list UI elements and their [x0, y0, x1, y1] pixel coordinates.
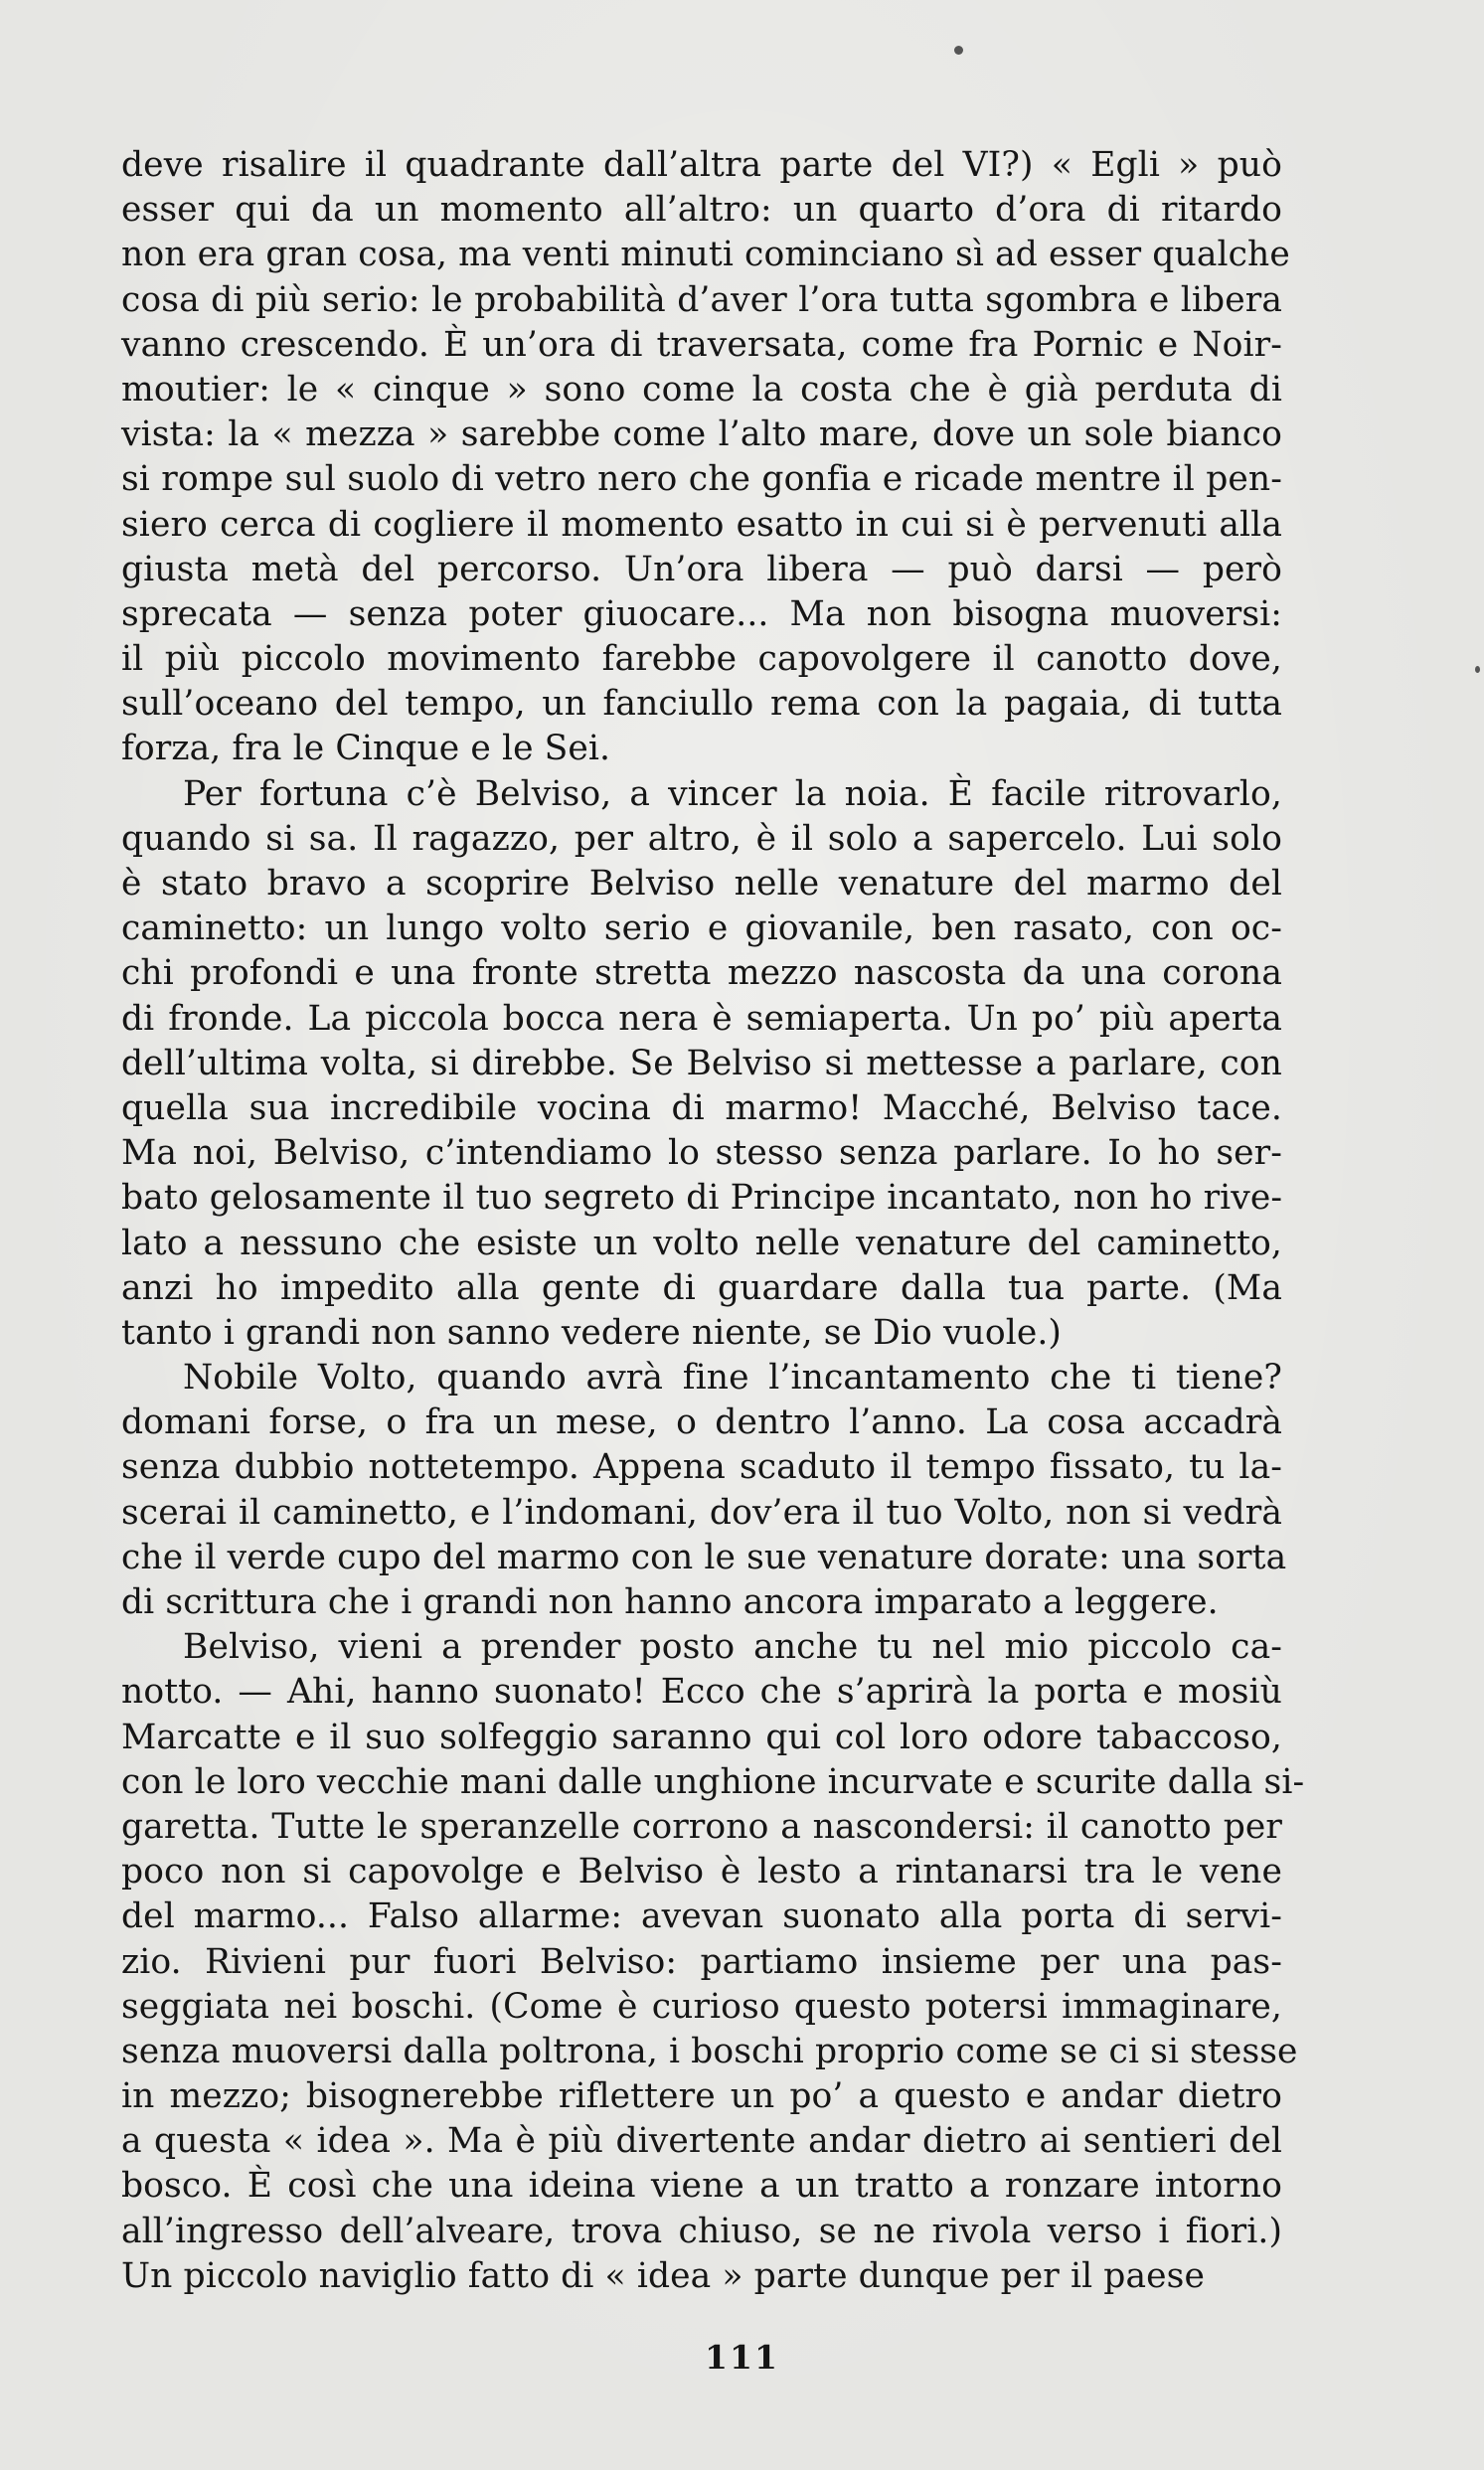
- text-line: notto. — Ahi, hanno suonato! Ecco che s’aprirà la porta e mosiù: [121, 1672, 1282, 1713]
- text-line: garetta. Tutte le speranzelle corrono a nascondersi: il canotto per: [121, 1806, 1282, 1847]
- text-line: Per fortuna c’è Belviso, a vincer la noia. È facile ritrovarlo,: [183, 773, 1282, 814]
- text-line: il più piccolo movimento farebbe capovolgere il canotto dove,: [121, 639, 1282, 680]
- text-line: quando si sa. Il ragazzo, per altro, è il solo a sapercelo. Lui solo: [121, 818, 1282, 859]
- text-line: del marmo... Falso allarme: avevan suonato alla porta di servi-: [121, 1896, 1282, 1937]
- text-line: scerai il caminetto, e l’indomani, dov’era il tuo Volto, non si vedrà: [121, 1492, 1282, 1533]
- body-text: [121, 143, 1305, 2299]
- text-line: che il verde cupo del marmo con le sue venature dorate: una sorta: [121, 1537, 1287, 1577]
- text-line: bato gelosamente il tuo segreto di Principe incantato, non ho rive-: [121, 1178, 1283, 1219]
- text-line: non era gran cosa, ma venti minuti cominciano sì ad esser qualche: [121, 235, 1290, 275]
- text-line: poco non si capovolge e Belviso è lesto a rintanarsi tra le vene: [121, 1852, 1282, 1893]
- text-line: sprecata — senza poter giuocare... Ma non bisogna muoversi:: [121, 593, 1282, 634]
- text-line: a questa « idea ». Ma è più divertente andar dietro ai sentieri del: [121, 2121, 1282, 2162]
- text-line: sull’oceano del tempo, un fanciullo rema con la pagaia, di tutta: [121, 684, 1282, 725]
- text-line: deve risalire il quadrante dall’altra parte del VI?) « Egli » può: [121, 145, 1282, 185]
- paragraph: [121, 1625, 1305, 2299]
- text-line: Nobile Volto, quando avrà fine l’incantamento che ti tiene?: [183, 1358, 1282, 1399]
- paragraph: [121, 1356, 1287, 1625]
- text-line: giusta metà del percorso. Un’ora libera — può darsi — però: [121, 549, 1282, 589]
- text-line: vanno crescendo. È un’ora di traversata, come fra Pornic e Noir-: [121, 324, 1282, 365]
- text-line: cosa di più serio: le probabilità d’aver l’ora tutta sgombra e libera: [121, 279, 1282, 320]
- text-line: Belviso, vieni a prender posto anche tu nel mio piccolo ca-: [183, 1627, 1282, 1668]
- text-line: forza, fra le Cinque e le Sei.: [121, 729, 611, 769]
- text-line: domani forse, o fra un mese, o dentro l’anno. La cosa accadrà: [121, 1402, 1282, 1443]
- text-line: quella sua incredibile vocina di marmo! Macché, Belviso tace.: [121, 1087, 1282, 1128]
- text-line: caminetto: un lungo volto serio e giovanile, ben rasato, con oc-: [121, 908, 1282, 949]
- paragraph: [121, 143, 1290, 772]
- text-line: chi profondi e una fronte stretta mezzo nascosta da una corona: [121, 953, 1282, 994]
- paragraph: [121, 772, 1282, 1356]
- text-line: è stato bravo a scoprire Belviso nelle venature del marmo del: [121, 864, 1282, 904]
- text-line: moutier: le « cinque » sono come la costa che è già perduta di: [121, 369, 1282, 410]
- page-number: 111: [705, 2338, 779, 2377]
- text-line: Un piccolo naviglio fatto di « idea » parte dunque per il paese: [121, 2255, 1205, 2296]
- text-line: lato a nessuno che esiste un volto nelle venature del caminetto,: [121, 1223, 1282, 1263]
- text-line: all’ingresso dell’alveare, trova chiuso, se ne rivola verso i fiori.): [121, 2211, 1282, 2251]
- text-line: siero cerca di cogliere il momento esatto in cui si è pervenuti alla: [121, 504, 1282, 545]
- text-line: Marcatte e il suo solfeggio saranno qui col loro odore tabaccoso,: [121, 1717, 1282, 1757]
- text-line: anzi ho impedito alla gente di guardare dalla tua parte. (Ma: [121, 1267, 1282, 1308]
- ink-speck: [1475, 666, 1480, 673]
- text-line: senza dubbio nottetempo. Appena scaduto il tempo fissato, tu la-: [121, 1447, 1282, 1488]
- text-line: tanto i grandi non sanno vedere niente, se Dio vuole.): [121, 1312, 1062, 1353]
- text-line: con le loro vecchie mani dalle unghione incurvate e scurite dalla si-: [121, 1761, 1305, 1802]
- text-line: Ma noi, Belviso, c’intendiamo lo stesso senza parlare. Io ho ser-: [121, 1133, 1282, 1174]
- text-line: bosco. È così che una ideina viene a un tratto a ronzare intorno: [121, 2166, 1282, 2207]
- text-line: dell’ultima volta, si direbbe. Se Belviso si mettesse a parlare, con: [121, 1043, 1282, 1083]
- text-line: si rompe sul suolo di vetro nero che gonfia e ricade mentre il pen-: [121, 459, 1282, 500]
- text-line: esser qui da un momento all’altro: un quarto d’ora di ritardo: [121, 190, 1282, 231]
- text-line: senza muoversi dalla poltrona, i boschi proprio come se ci si stesse: [121, 2031, 1298, 2071]
- text-line: in mezzo; bisognerebbe riflettere un po’ a questo e andar dietro: [121, 2076, 1282, 2117]
- text-line: seggiata nei boschi. (Come è curioso questo potersi immaginare,: [121, 1986, 1282, 2027]
- text-line: zio. Rivieni pur fuori Belviso: partiamo insieme per una pas-: [121, 1941, 1282, 1982]
- text-line: vista: la « mezza » sarebbe come l’alto mare, dove un sole bianco: [121, 414, 1282, 455]
- text-line: di scrittura che i grandi non hanno ancora imparato a leggere.: [121, 1582, 1219, 1622]
- ink-speck: [954, 46, 963, 55]
- text-line: di fronde. La piccola bocca nera è semiaperta. Un po’ più aperta: [121, 998, 1282, 1039]
